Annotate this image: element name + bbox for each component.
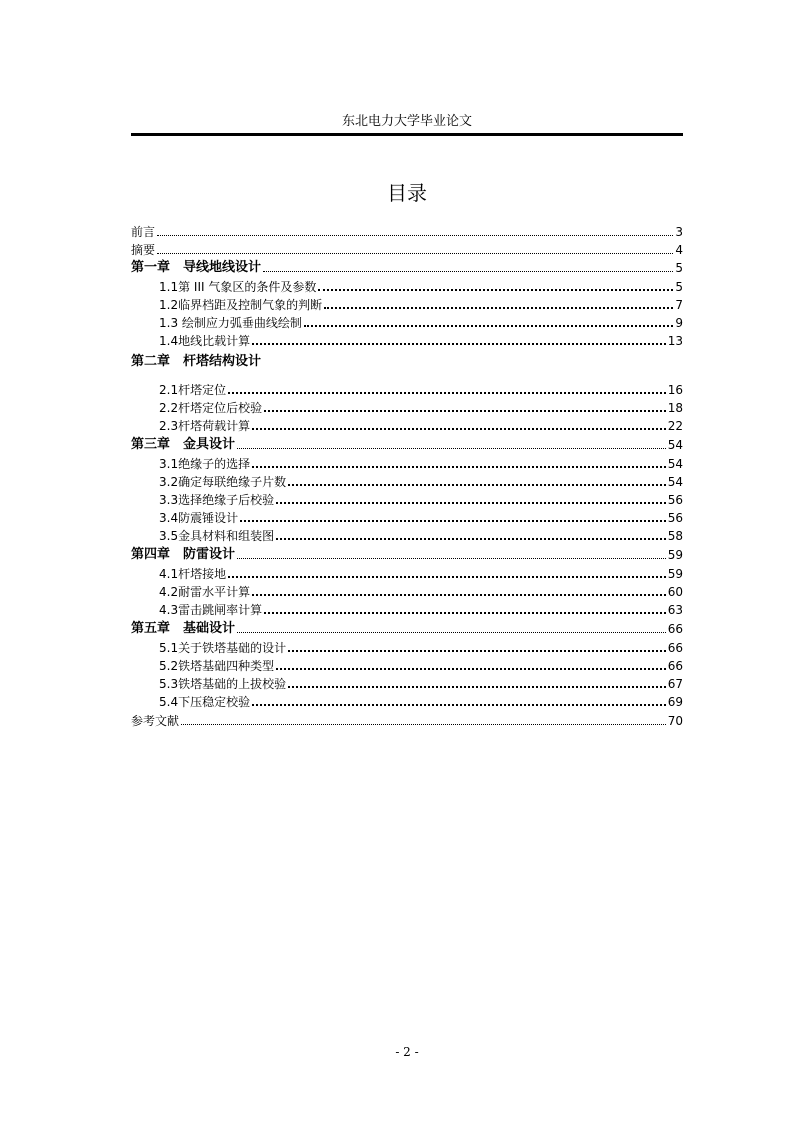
toc-entry[interactable] bbox=[131, 453, 683, 471]
toc-entry[interactable] bbox=[131, 239, 683, 257]
toc-entry[interactable] bbox=[131, 434, 683, 452]
toc-entry-label: 前言 bbox=[131, 225, 156, 239]
toc-dot-leader bbox=[181, 724, 666, 725]
toc-entry-label: 3.1绝缘子的选择 bbox=[159, 457, 251, 471]
toc-entry-page: 54 bbox=[667, 475, 683, 489]
toc-entry[interactable] bbox=[131, 471, 683, 489]
toc-entry-page: 66 bbox=[667, 659, 683, 673]
toc-entry-page: 3 bbox=[675, 225, 683, 239]
toc-entry-page: 7 bbox=[675, 298, 683, 312]
toc-entry-label: 2.3杆塔荷载计算 bbox=[159, 419, 251, 433]
toc-dot-leader bbox=[252, 466, 666, 468]
toc-entry[interactable] bbox=[131, 655, 683, 673]
toc-entry-label: 第五章 基础设计 bbox=[131, 621, 236, 636]
toc-dot-leader bbox=[276, 502, 666, 504]
toc-entry-page: 5 bbox=[675, 280, 683, 294]
toc-entry[interactable] bbox=[131, 710, 683, 728]
toc-entry[interactable] bbox=[131, 397, 683, 415]
running-header: 东北电力大学毕业论文 bbox=[341, 114, 472, 129]
toc-entry-page: 54 bbox=[667, 457, 683, 471]
toc-entry-page: 66 bbox=[667, 641, 683, 655]
toc-entry-label: 2.2杆塔定位后校验 bbox=[159, 401, 263, 415]
toc-entry-page: 16 bbox=[667, 383, 683, 397]
toc-entry[interactable] bbox=[131, 618, 683, 636]
toc-dot-leader bbox=[276, 538, 666, 540]
toc-entry-page: 18 bbox=[667, 401, 683, 415]
toc-entry-label: 3.4防震锤设计 bbox=[159, 511, 239, 525]
toc-dot-leader bbox=[288, 484, 666, 486]
toc-entry-label: 3.3选择绝缘子后校验 bbox=[159, 493, 275, 507]
toc-dot-leader bbox=[288, 686, 666, 688]
toc-entry-label: 1.1第 III 气象区的条件及参数 bbox=[159, 280, 317, 294]
toc-entry[interactable] bbox=[131, 489, 683, 507]
toc-entry-page: 67 bbox=[667, 677, 683, 691]
toc-dot-leader bbox=[240, 520, 666, 522]
toc-entry-label: 1.2临界档距及控制气象的判断 bbox=[159, 298, 323, 312]
toc-entry-label: 第四章 防雷设计 bbox=[131, 547, 236, 562]
toc-entry[interactable] bbox=[131, 507, 683, 525]
toc-dot-leader bbox=[318, 289, 673, 291]
toc-entry-label: 第三章 金具设计 bbox=[131, 437, 236, 452]
toc-entry-label: 5.4下压稳定校验 bbox=[159, 695, 251, 709]
toc-entry-label: 2.1杆塔定位 bbox=[159, 383, 227, 397]
toc-entry-label: 4.2耐雷水平计算 bbox=[159, 585, 251, 599]
toc-entry[interactable] bbox=[131, 544, 683, 562]
toc-dot-leader bbox=[276, 668, 666, 670]
toc-dot-leader bbox=[237, 558, 666, 559]
toc-entry-page: 22 bbox=[667, 419, 683, 433]
toc-entry[interactable] bbox=[131, 312, 683, 330]
toc-dot-leader bbox=[237, 448, 666, 449]
toc-entry[interactable] bbox=[131, 351, 683, 369]
toc-dot-leader bbox=[252, 428, 666, 430]
toc-entry-label: 1.3 绘制应力弧垂曲线绘制 bbox=[159, 316, 302, 330]
toc-dot-leader bbox=[228, 576, 666, 578]
toc-entry-page: 54 bbox=[667, 438, 683, 452]
toc-dot-leader bbox=[304, 325, 673, 327]
toc-entry[interactable] bbox=[131, 330, 683, 348]
toc-entry-page: 58 bbox=[667, 529, 683, 543]
toc-dot-leader bbox=[252, 594, 666, 596]
toc-entry[interactable] bbox=[131, 525, 683, 543]
toc-entry[interactable] bbox=[131, 673, 683, 691]
toc-dot-leader bbox=[228, 392, 666, 394]
toc-entry-page: 59 bbox=[667, 548, 683, 562]
toc-entry-page: 9 bbox=[675, 316, 683, 330]
toc-entry-label: 5.1关于铁塔基础的设计 bbox=[159, 641, 287, 655]
toc-entry-label: 3.2确定每联绝缘子片数 bbox=[159, 475, 287, 489]
toc-entry[interactable] bbox=[131, 563, 683, 581]
toc-entry-label: 5.2铁塔基础四种类型 bbox=[159, 659, 275, 673]
toc-entry-label: 参考文献 bbox=[131, 714, 180, 728]
toc-entry[interactable] bbox=[131, 294, 683, 312]
toc-entry-page: 60 bbox=[667, 585, 683, 599]
page-number: - 2 - bbox=[395, 1045, 419, 1059]
toc-entry-label: 1.4地线比载计算 bbox=[159, 334, 251, 348]
toc-entry[interactable] bbox=[131, 581, 683, 599]
toc-title: 目录 bbox=[387, 181, 427, 205]
toc-entry-page: 70 bbox=[667, 714, 683, 728]
toc-entry[interactable] bbox=[131, 276, 683, 294]
toc-dot-leader bbox=[157, 235, 673, 236]
toc-dot-leader bbox=[324, 307, 673, 309]
toc-dot-leader bbox=[263, 271, 673, 272]
toc-entry-label: 第二章 杆塔结构设计 bbox=[131, 354, 262, 369]
toc-entry-label: 4.1杆塔接地 bbox=[159, 567, 227, 581]
header-rule bbox=[131, 133, 683, 136]
toc-dot-leader bbox=[264, 410, 666, 412]
toc-entry[interactable] bbox=[131, 691, 683, 709]
toc-entry[interactable] bbox=[131, 415, 683, 433]
toc-entry-page: 56 bbox=[667, 511, 683, 525]
toc-entry[interactable] bbox=[131, 599, 683, 617]
toc-dot-leader bbox=[252, 704, 666, 706]
toc-entry[interactable] bbox=[131, 221, 683, 239]
toc-dot-leader bbox=[288, 650, 666, 652]
toc-entry[interactable] bbox=[131, 637, 683, 655]
toc-entry-page: 63 bbox=[667, 603, 683, 617]
toc-entry-page: 56 bbox=[667, 493, 683, 507]
toc-entry[interactable] bbox=[131, 379, 683, 397]
toc-entry-page: 13 bbox=[667, 334, 683, 348]
toc-entry-label: 摘要 bbox=[131, 243, 156, 257]
toc-entry-page: 59 bbox=[667, 567, 683, 581]
toc-entry-page: 69 bbox=[667, 695, 683, 709]
toc-entry-label: 5.3铁塔基础的上拔校验 bbox=[159, 677, 287, 691]
toc-entry-page: 66 bbox=[667, 622, 683, 636]
toc-entry[interactable] bbox=[131, 257, 683, 275]
toc-dot-leader bbox=[157, 253, 673, 254]
toc-dot-leader bbox=[264, 612, 666, 614]
toc-entry-label: 第一章 导线地线设计 bbox=[131, 260, 262, 275]
toc-entry-page: 5 bbox=[675, 261, 683, 275]
toc-dot-leader bbox=[237, 632, 666, 633]
toc-entry-label: 3.5金具材料和组装图 bbox=[159, 529, 275, 543]
toc-dot-leader bbox=[252, 343, 666, 345]
toc-entry-page: 4 bbox=[675, 243, 683, 257]
toc-entry-label: 4.3雷击跳闸率计算 bbox=[159, 603, 263, 617]
